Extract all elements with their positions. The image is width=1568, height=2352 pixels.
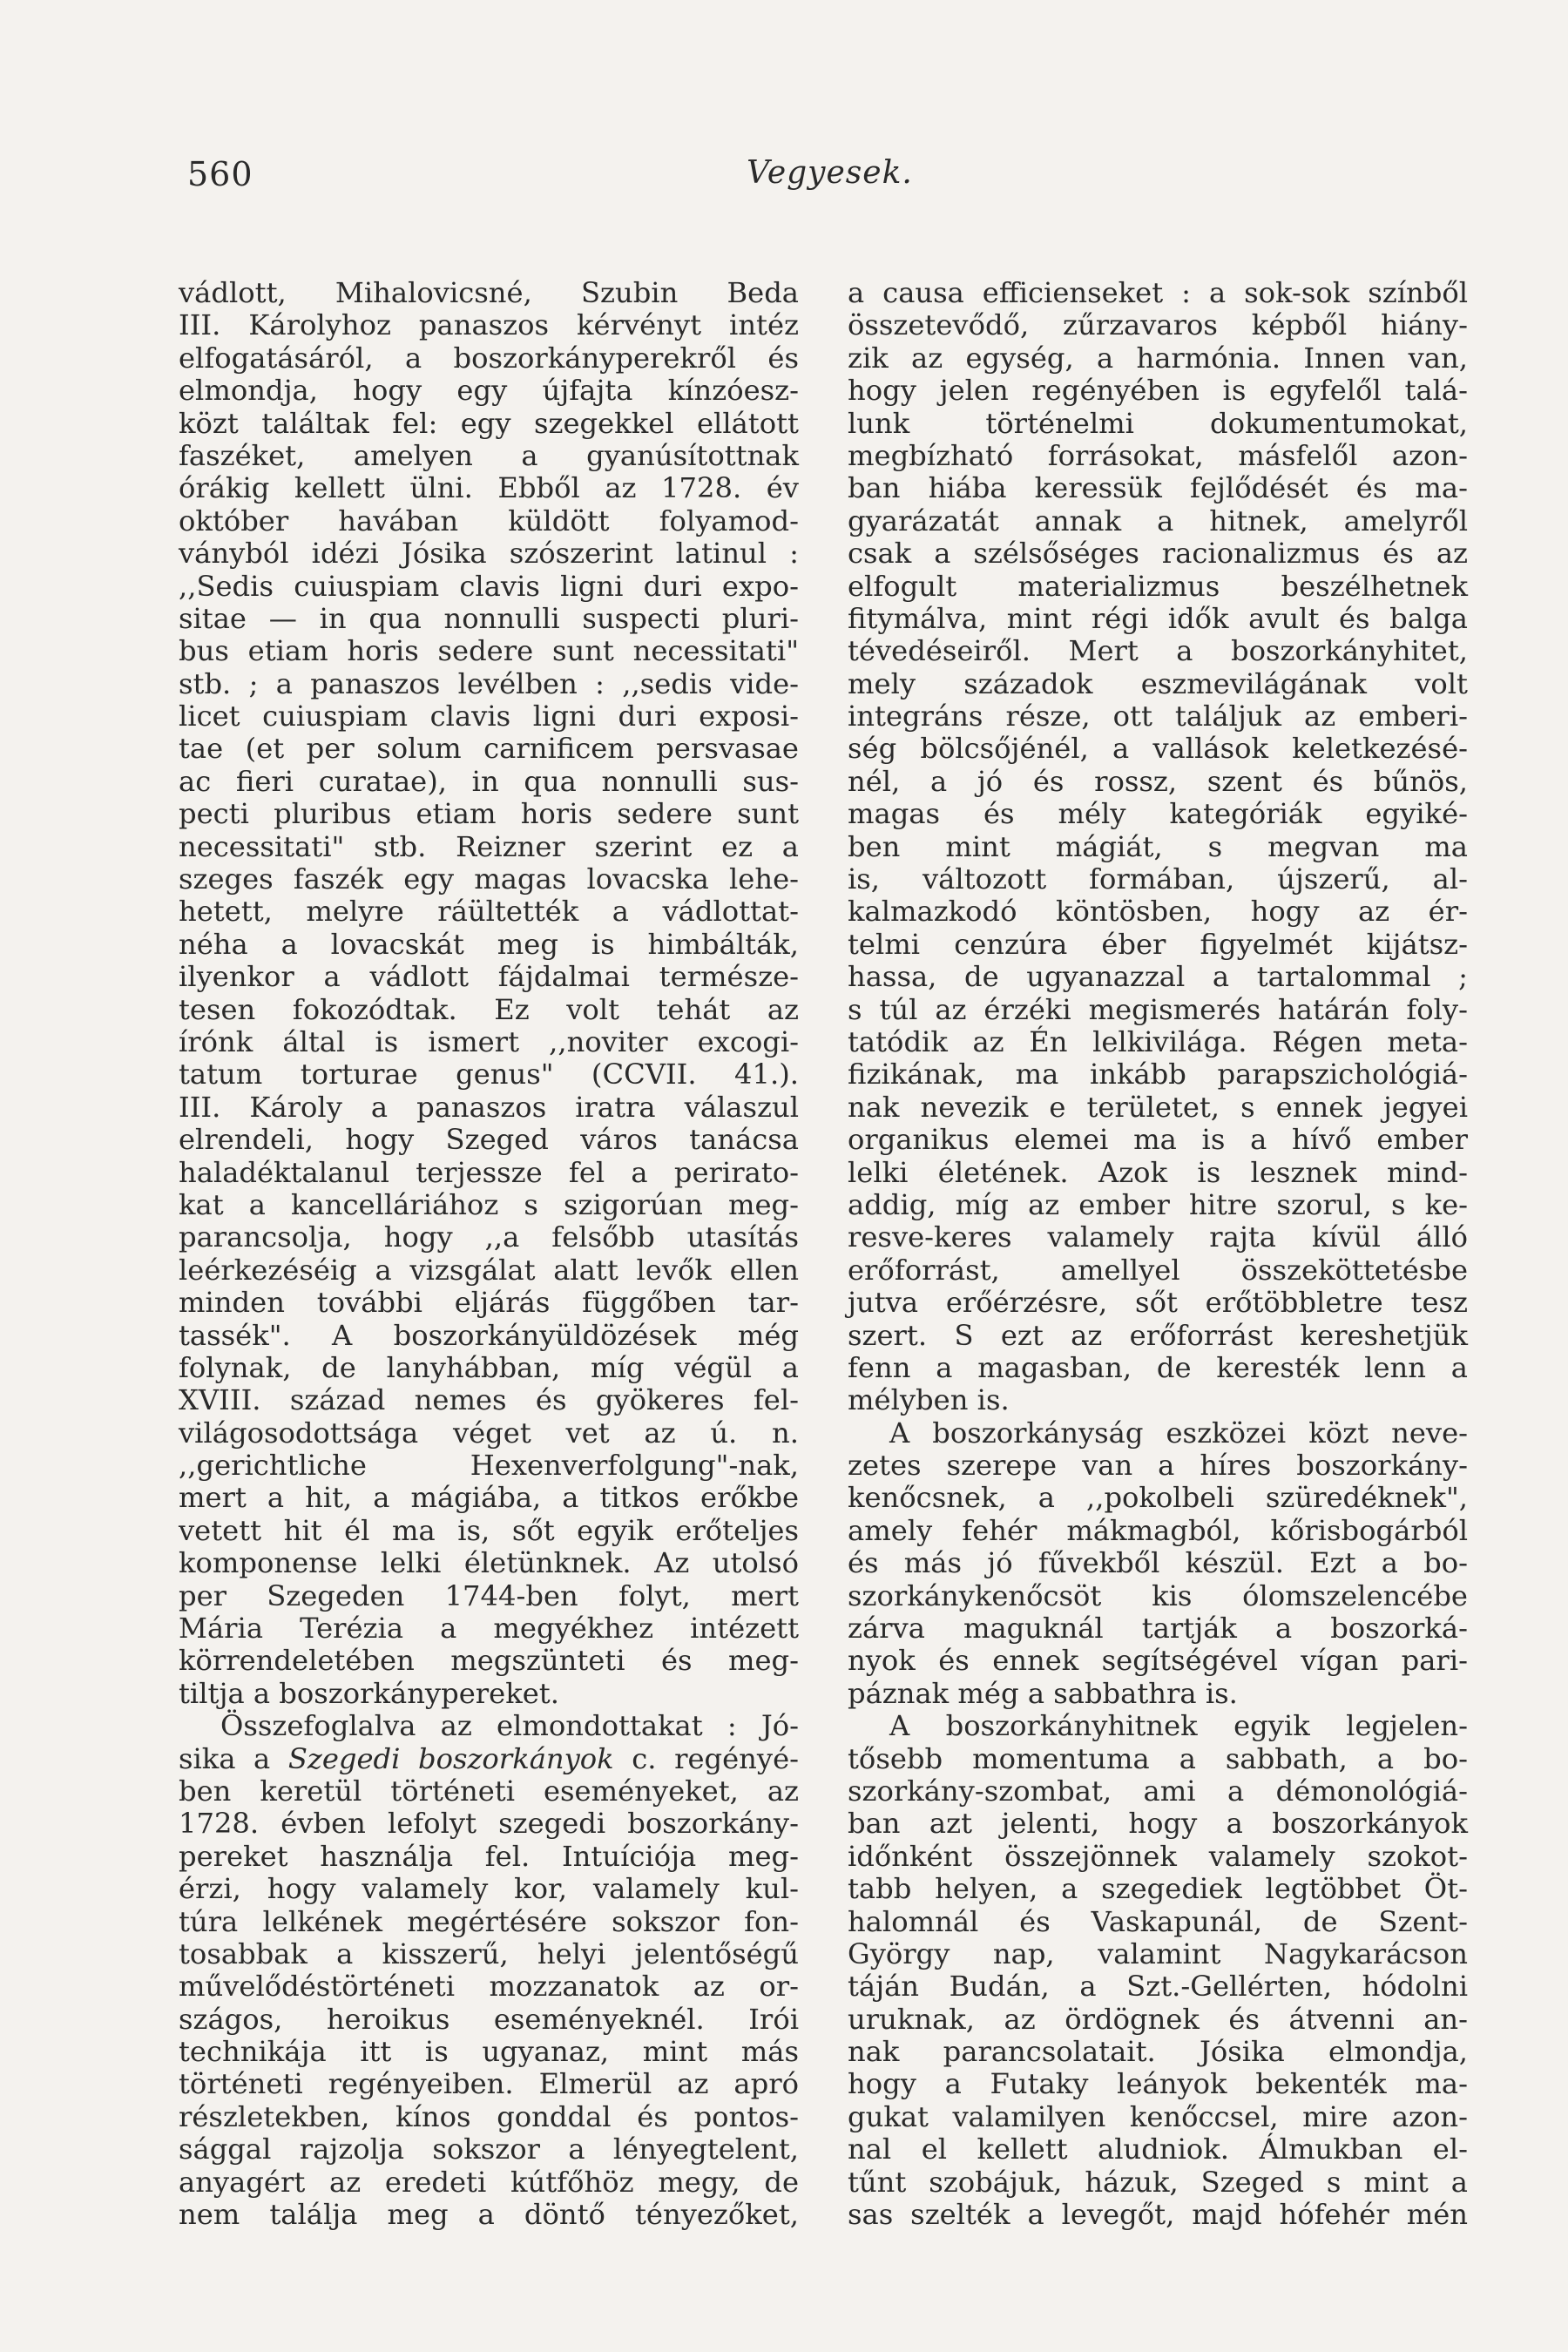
text-line: nak nevezik e területet, s ennek jegyei — [848, 1090, 1468, 1124]
text-line: parancsolja, hogy ,,a felsőbb utasítás — [179, 1220, 799, 1254]
text-line: ben mint mágiát, s megvan ma — [848, 829, 1468, 863]
text-line: s túl az érzéki megismerés határán foly- — [848, 992, 1468, 1026]
text-line: fenn a magasban, de keresték lenn a — [848, 1350, 1468, 1384]
text-line: haladéktalanul terjessze fel a periratо- — [179, 1155, 799, 1189]
text-line: elmondja, hogy egy újfajta kínzóesz- — [179, 374, 799, 408]
text-line: leérkezéséig a vizsgálat alatt levők ellen — [179, 1253, 799, 1287]
text-line: írónk által is ismert ,,noviter excogi- — [179, 1024, 799, 1058]
text-line: összetevődő, zűrzavaros képből hiány- — [848, 308, 1468, 342]
text-line: gyarázatát annak a hitnek, amelyről — [848, 504, 1468, 537]
text-line: 1728. évben lefolyt szegedi boszorkány- — [179, 1807, 799, 1841]
text-line: vádlott, Mihalovicsné, Szubin Beda — [179, 276, 799, 309]
text-line: addig, míg az ember hitre szorul, s ke- — [848, 1187, 1468, 1221]
text-line: csak a szélsőséges racionalizmus és az — [848, 537, 1468, 571]
text-line: közt találtak fel: egy szegekkel ellátott — [179, 406, 799, 440]
text-line: ban hiába keressük fejlődését és ma- — [848, 471, 1468, 505]
text-line: anyagért az eredeti kútfőhöz megy, de — [179, 2165, 799, 2199]
text-line: órákig kellett ülni. Ebből az 1728. év — [179, 471, 799, 505]
text-line: nem találja meg a döntő tényezőket, — [179, 2198, 799, 2232]
text-line: tae (et per solum carnificem persvasae — [179, 732, 799, 766]
text-line: szeges faszék egy magas lovacska lehe- — [179, 862, 799, 896]
text-line: komponense lelki életünknek. Az utolsó — [179, 1546, 799, 1580]
text-line: technikája itt is ugyanaz, mint más — [179, 2035, 799, 2069]
text-line: világosodottsága véget vet az ú. n. — [179, 1416, 799, 1450]
text-line: kalmazkodó köntösben, hogy az ér- — [848, 895, 1468, 929]
text-line: történeti regényeiben. Elmerül az apró — [179, 2067, 799, 2101]
text-line: pereket használja fel. Intuíciója meg- — [179, 1839, 799, 1873]
text-line: pecti pluribus etiam horis sedere sunt — [179, 797, 799, 831]
text-line: per Szegeden 1744-ben folyt, mert — [179, 1578, 799, 1612]
text-line: művelődéstörténeti mozzanatok az or- — [179, 1970, 799, 2004]
text-line: minden további eljárás függőben tar- — [179, 1286, 799, 1320]
text-line: Összefoglalva az elmondottakat : Jó- — [220, 1709, 799, 1743]
text-line: kenőcsnek, a ,,pokolbeli szüredéknek", — [848, 1481, 1468, 1515]
text-line: hogy jelen regényében is egyfelől talá- — [848, 374, 1468, 408]
text-line: sitae — in qua nonnulli suspecti pluri- — [179, 601, 799, 635]
text-line: túra lelkének megértésére sokszor fon- — [179, 1904, 799, 1938]
running-title: Vegyesek. — [747, 155, 913, 191]
text-line: jutva erőérzésre, sőt erőtöbbletre tesz — [848, 1286, 1468, 1320]
text-line: fizikának, ma inkább parapszichológiá- — [848, 1058, 1468, 1092]
text-line: vetett hit él ma is, sőt egyik erőteljes — [179, 1513, 799, 1547]
text-line: zetes szerepe van a híres boszorkány- — [848, 1449, 1468, 1483]
text-line: ség bölcsőjénél, a vallások keletkezésé- — [848, 732, 1468, 766]
text-line: érzi, hogy valamely kor, valamely kul- — [179, 1872, 799, 1906]
text-line: hogy a Futaky leányok bekenték ma- — [848, 2067, 1468, 2101]
text-line: A boszorkányhitnek egyik legjelen- — [889, 1709, 1468, 1743]
text-line: tiltja a boszorkánypereket. — [179, 1676, 559, 1710]
left-text-column — [179, 277, 799, 2231]
text-line: a causa efficienseket : a sok-sok színből — [848, 276, 1468, 309]
text-line: elrendeli, hogy Szeged város tanácsa — [179, 1123, 799, 1157]
text-line: integráns része, ott találjuk az emberi- — [848, 700, 1468, 733]
text-line: zik az egység, a harmónia. Innen van, — [848, 341, 1468, 375]
text-line: ban azt jelenti, hogy a boszorkányok — [848, 1807, 1468, 1841]
text-line: Mária Terézia a megyékhez intézett — [179, 1612, 799, 1646]
text-line: tesen fokozódtak. Ez volt tehát az — [179, 992, 799, 1026]
text-line: részletekben, kínos gonddal és pontos- — [179, 2099, 799, 2133]
text-line: elfogatásáról, a boszorkányperekről és — [179, 341, 799, 375]
text-line: is, változott formában, újszerű, al- — [848, 862, 1468, 896]
text-line: ac fieri curatae), in qua nonnulli sus- — [179, 764, 799, 798]
text-line: III. Károlyhoz panaszos kérvényt intéz — [179, 308, 799, 342]
text-line: resve-keres valamely rajta kívül álló — [848, 1220, 1468, 1254]
text-line: necessitati" stb. Reizner szerint ez a — [179, 829, 799, 863]
text-line: ,,gerichtliche Hexenverfolgung"-nak, — [179, 1449, 799, 1483]
text-line: mert a hit, a mágiába, a titkos erőkbe — [179, 1481, 799, 1515]
text-line: organikus elemei ma is a hívő ember — [848, 1123, 1468, 1157]
text-line: tabb helyen, a szegediek legtöbbet Öt- — [848, 1872, 1468, 1906]
text-line: sas szelték a levegőt, majd hófehér mén — [848, 2198, 1468, 2232]
text-line: faszéket, amelyen a gyanúsítottnak — [179, 438, 799, 472]
text-line: ilyenkor a vádlott fájdalmai természe- — [179, 960, 799, 994]
text-line: szorkány-szombat, ami a démonológiá- — [848, 1774, 1468, 1808]
text-line: gukat valamilyen kenőccsel, mire azon- — [848, 2099, 1468, 2133]
text-line — [179, 1743, 799, 1775]
text-line: ,,Sedis cuiuspiam clavis ligni duri expo- — [179, 569, 799, 603]
text-line: elfogult materializmus beszélhetnek — [848, 569, 1468, 603]
text-line: hetett, melyre ráültették a vádlottat- — [179, 895, 799, 929]
text-line: hassa, de ugyanazzal a tartalommal ; — [848, 960, 1468, 994]
text-line: III. Károly a panaszos iratra válaszul — [179, 1090, 799, 1124]
text-line: stb. ; a panaszos levélben : ,,sedis vide- — [179, 666, 799, 700]
text-line: szágos, heroikus eseményeknél. Irói — [179, 2002, 799, 2036]
text-line: tassék". A boszorkányüldözések még — [179, 1318, 799, 1352]
text-line: halomnál és Vaskapunál, de Szent- — [848, 1904, 1468, 1938]
text-line: mélyben is. — [848, 1383, 1010, 1417]
text-line: tűnt szobájuk, házuk, Szeged s mint a — [848, 2165, 1468, 2199]
text-line: tatum torturae genus" (CCVII. 41.). — [179, 1058, 799, 1092]
text-line: és más jó fűvekből készül. Ezt a bo- — [848, 1546, 1468, 1580]
text-line: szorkánykenőcsöt kis ólomszelencébe — [848, 1578, 1468, 1612]
text-line: erőforrást, amellyel összeköttetésbe — [848, 1253, 1468, 1287]
text-line: tatódik az Én lelkivilága. Régen meta- — [848, 1024, 1468, 1058]
text-line: fitymálva, mint régi idők avult és balga — [848, 601, 1468, 635]
text-line: magas és mély kategóriák egyiké- — [848, 797, 1468, 831]
text-line: tosabbak a kisszerű, helyi jelentőségű — [179, 1936, 799, 1970]
text-segment: sika a — [179, 1741, 288, 1775]
text-line: nél, a jó és rossz, szent és bűnös, — [848, 764, 1468, 798]
text-line: A boszorkányság eszközei közt neve- — [889, 1416, 1468, 1450]
text-line: György nap, valamint Nagykarácson — [848, 1936, 1468, 1970]
text-line: folynak, de lanyhábban, míg végül a — [179, 1350, 799, 1384]
text-line: lunk történelmi dokumentumokat, — [848, 406, 1468, 440]
text-line: nal el kellett aludniok. Álmukban el- — [848, 2132, 1468, 2166]
text-line: uruknak, az ördögnek és átvenni an- — [848, 2002, 1468, 2036]
text-line: zárva maguknál tartják a boszorká- — [848, 1612, 1468, 1646]
text-line: nak parancsolatait. Jósika elmondja, — [848, 2035, 1468, 2069]
text-line: időnként összejönnek valamely szokot- — [848, 1839, 1468, 1873]
text-line: szert. S ezt az erőforrást kereshetjük — [848, 1318, 1468, 1352]
right-text-column — [848, 277, 1468, 2231]
text-line: néha a lovacskát meg is himbálták, — [179, 927, 799, 961]
text-line: körrendeletében megszünteti és meg- — [179, 1644, 799, 1678]
text-line: páznak még a sabbathra is. — [848, 1676, 1238, 1710]
text-line: tévedéseiről. Mert a boszorkányhitet, — [848, 634, 1468, 668]
text-line: mely századok eszmevilágának volt — [848, 666, 1468, 700]
text-line: amely fehér mákmagból, kőrisbogárból — [848, 1513, 1468, 1547]
text-line: táján Budán, a Szt.-Gellérten, hódolni — [848, 1970, 1468, 2004]
text-line: lelki életének. Azok is lesznek mind- — [848, 1155, 1468, 1189]
text-line: licet cuiuspiam clavis ligni duri exposi- — [179, 700, 799, 733]
book-title: Szegedi boszorkányok — [287, 1741, 614, 1775]
text-line: ben keretül történeti eseményeket, az — [179, 1774, 799, 1808]
text-line: kat a kancelláriához s szigorúan meg- — [179, 1187, 799, 1221]
text-line: sággal rajzolja sokszor a lényegtelent, — [179, 2132, 799, 2166]
text-segment: c. regényé- — [613, 1741, 799, 1775]
text-line: október havában küldött folyamod- — [179, 504, 799, 537]
text-line: ványból idézi Jósika szószerint latinul : — [179, 537, 799, 571]
text-line: bus etiam horis sedere sunt necessitati" — [179, 634, 799, 668]
text-line: megbízható forrásokat, másfelől azon- — [848, 438, 1468, 472]
text-line: telmi cenzúra éber figyelmét kijátsz- — [848, 927, 1468, 961]
text-line: tősebb momentuma a sabbath, a bo- — [848, 1741, 1468, 1775]
text-line: nyok és ennek segítségével vígan pari- — [848, 1644, 1468, 1678]
page-header — [187, 155, 1472, 207]
page-number: 560 — [187, 155, 253, 193]
text-line: XVIII. század nemes és gyökeres fel- — [179, 1383, 799, 1417]
